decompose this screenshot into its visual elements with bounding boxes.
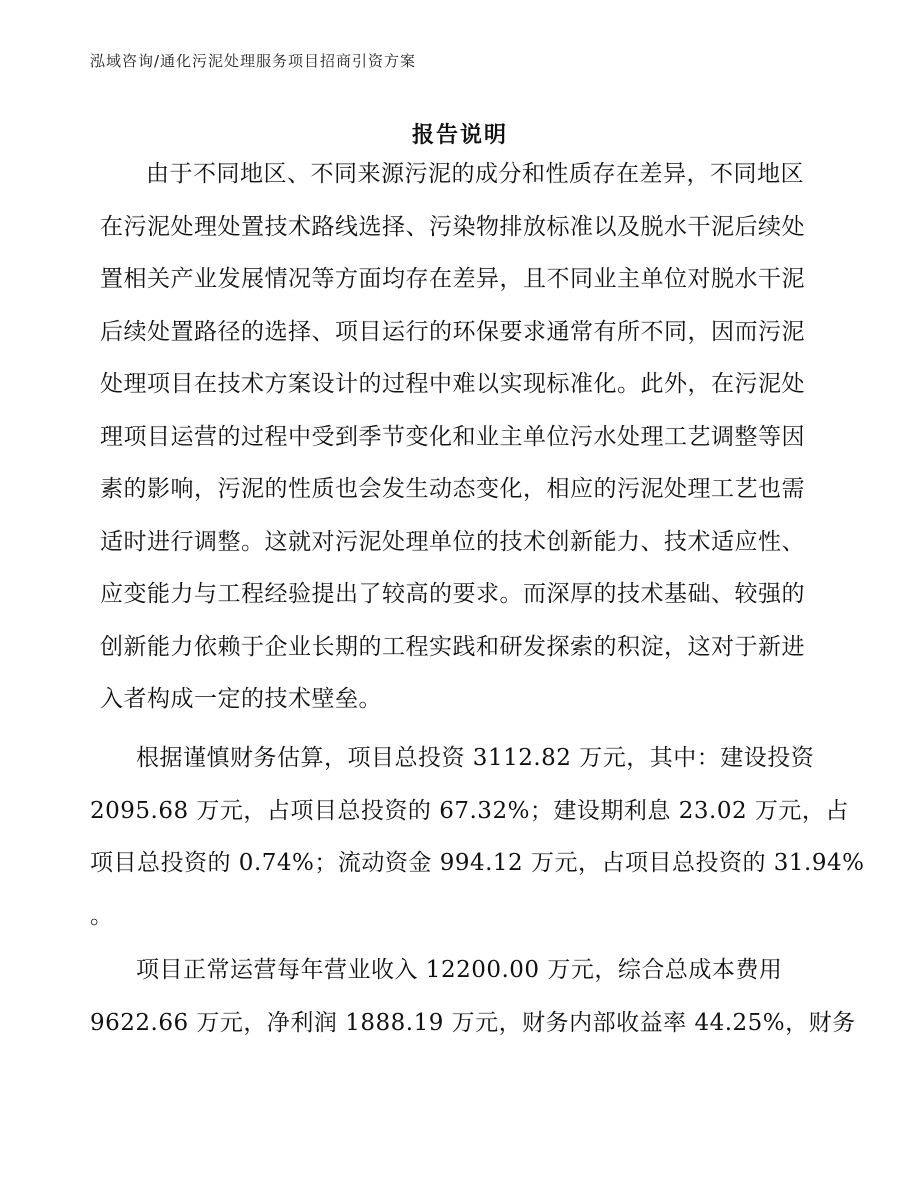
text-line: 由于不同地区、不同来源污泥的成分和性质存在差异，不同地区 <box>146 161 804 187</box>
text-line: 适时进行调整。这就对污泥处理单位的技术创新能力、技术适应性、 <box>100 528 805 555</box>
paragraph-investment-estimate <box>90 732 865 942</box>
text-line: 应变能力与工程经验提出了较高的要求。而深厚的技术基础、较强的 <box>100 581 805 607</box>
paragraph-technical-barrier <box>100 148 830 726</box>
text-line: 后续处置路径的选择、项目运行的环保要求通常有所不同，因而污泥 <box>100 318 805 345</box>
text-line: 2095.68 万元，占项目总投资的 67.32%；建设期利息 23.02 万元，占 <box>90 797 849 824</box>
text-line: 根据谨慎财务估算，项目总投资 3112.82 万元，其中：建设投资 <box>136 745 815 771</box>
text-line: 9622.66 万元，净利润 1888.19 万元，财务内部收益率 44.25%，财务 <box>90 1009 856 1036</box>
text-line: 置相关产业发展情况等方面均存在差异，且不同业主单位对脱水干泥 <box>100 266 805 292</box>
page-header-breadcrumb: 泓域咨询/通化污泥处理服务项目招商引资方案 <box>90 52 417 70</box>
text-line: 入者构成一定的技术壁垒。 <box>100 686 382 712</box>
document-title: 报告说明 <box>411 123 508 148</box>
text-line: 在污泥处理处置技术路线选择、污染物排放标准以及脱水干泥后续处 <box>100 213 805 240</box>
text-line: 创新能力依赖于企业长期的工程实践和研发探索的积淀，这对于新进 <box>100 633 805 660</box>
text-line: 项目总投资的 0.74%；流动资金 994.12 万元，占项目总投资的 31.94% <box>90 850 865 876</box>
text-line: 项目正常运营每年营业收入 12200.00 万元，综合总成本费用 <box>136 957 783 983</box>
text-line: 素的影响，污泥的性质也会发生动态变化，相应的污泥处理工艺也需 <box>100 476 805 502</box>
text-line: 理项目运营的过程中受到季节变化和业主单位污水处理工艺调整等因 <box>100 423 805 450</box>
text-line: 处理项目在技术方案设计的过程中难以实现标准化。此外，在污泥处 <box>100 371 805 397</box>
paragraph-revenue-summary <box>90 944 856 1049</box>
text-line: 。 <box>90 902 114 929</box>
